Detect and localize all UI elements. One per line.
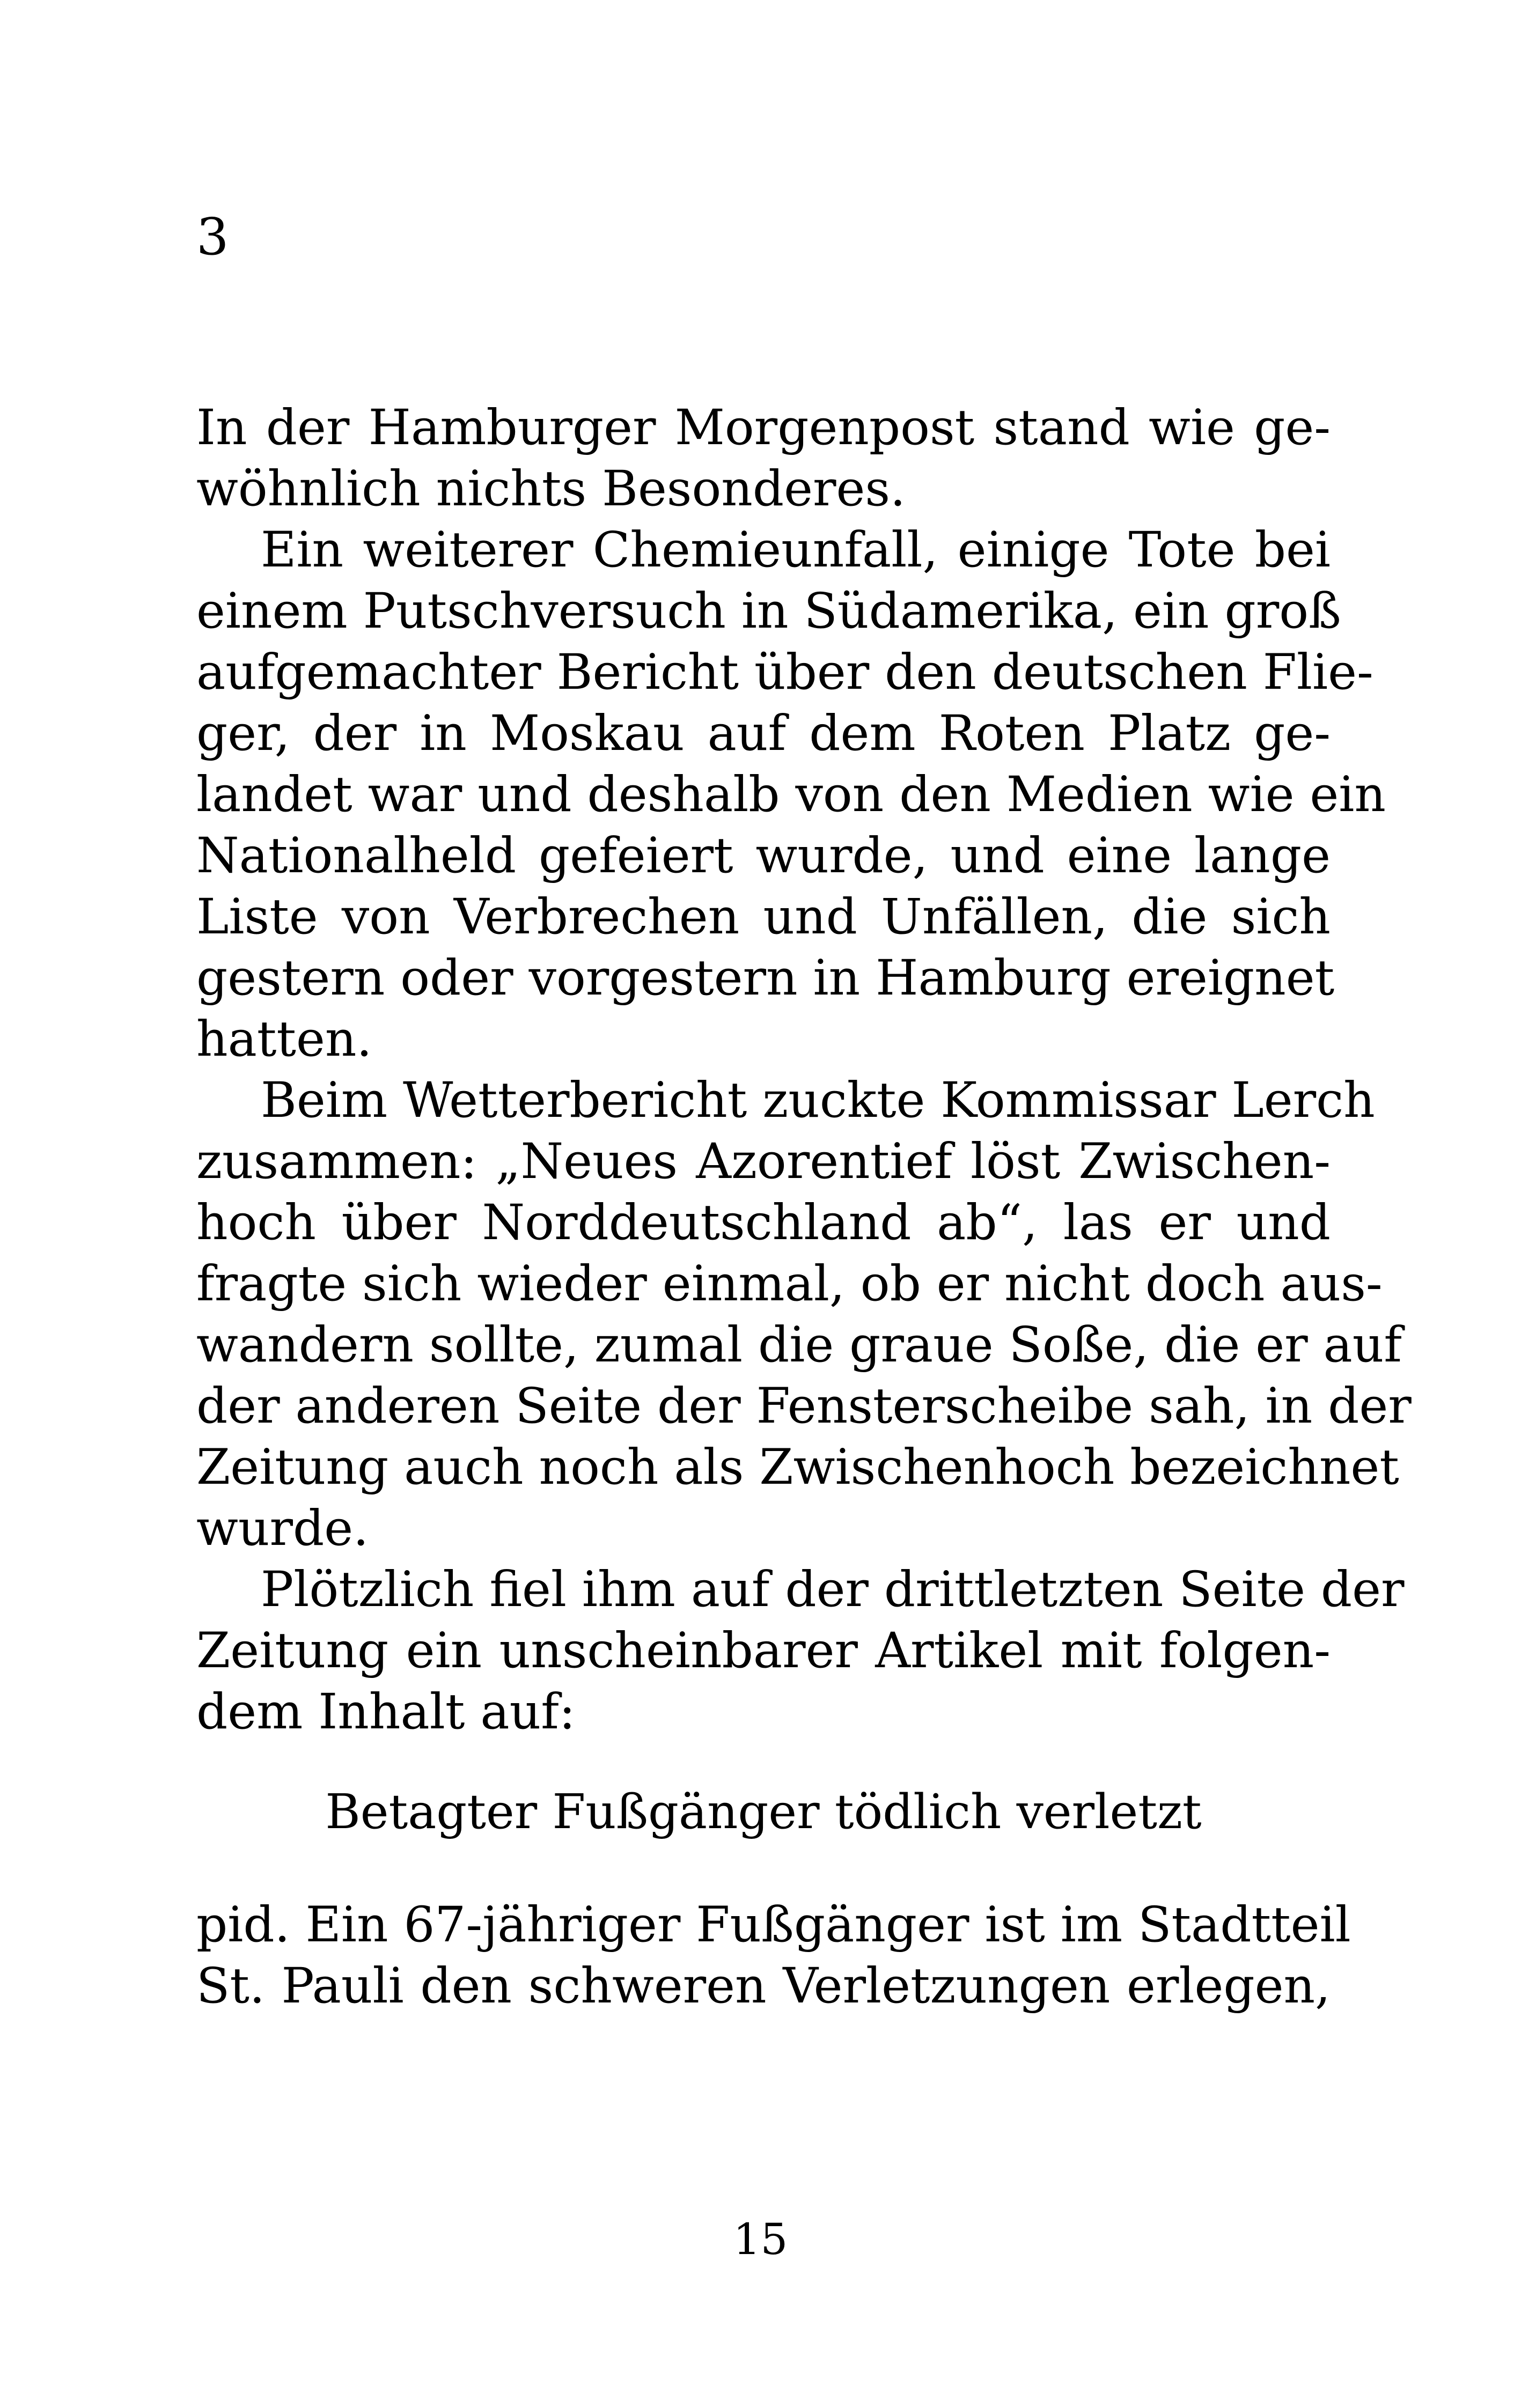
- text-line: Zeitung auch noch als Zwischenhoch bezeichnet: [196, 1439, 1399, 1496]
- text-line: pid. Ein 67-jähriger Fußgänger ist im Stadtteil: [196, 1897, 1351, 1953]
- text-line: wurde.: [196, 1500, 369, 1557]
- text-line: Zeitung ein unscheinbarer Artikel mit folgen-: [196, 1623, 1331, 1679]
- text-line: gestern oder vorgestern in Hamburg ereignet: [196, 950, 1335, 1006]
- text-line: Ein weiterer Chemieunfall, einige Tote bei: [261, 522, 1331, 578]
- text-line: Nationalheld gefeiert wurde, und eine lange: [196, 828, 1331, 884]
- chapter-number: 3: [196, 208, 229, 267]
- text-line: aufgemachter Bericht über den deutschen Flie-: [196, 644, 1373, 701]
- text-line: der anderen Seite der Fensterscheibe sah, in der: [196, 1378, 1412, 1434]
- text-line: landet war und deshalb von den Medien wie ein: [196, 767, 1386, 823]
- text-line: Plötzlich fiel ihm auf der drittletzten Seite der: [261, 1562, 1405, 1618]
- text-line: wöhnlich nichts Besonderes.: [196, 461, 906, 517]
- text-line: wandern sollte, zumal die graue Soße, die er auf: [196, 1317, 1402, 1373]
- text-line: fragte sich wieder einmal, ob er nicht doch aus-: [196, 1256, 1383, 1312]
- text-line: dem Inhalt auf:: [196, 1684, 576, 1740]
- text-line: hatten.: [196, 1011, 372, 1067]
- text-line: Beim Wetterbericht zuckte Kommissar Lerch: [261, 1072, 1375, 1129]
- text-line: ger, der in Moskau auf dem Roten Platz ge-: [196, 705, 1331, 762]
- text-line: Liste von Verbrechen und Unfällen, die sich: [196, 889, 1331, 945]
- text-line: zusammen: „Neues Azorentief löst Zwischen-: [196, 1133, 1331, 1190]
- text-line: einem Putschversuch in Südamerika, ein groß: [196, 583, 1341, 639]
- text-line: In der Hamburger Morgenpost stand wie ge-: [196, 400, 1331, 456]
- page-number: 15: [733, 2214, 788, 2264]
- text-line: hoch über Norddeutschland ab“, las er und: [196, 1195, 1331, 1251]
- text-line: St. Pauli den schweren Verletzungen erlegen,: [196, 1958, 1331, 2014]
- article-headline: Betagter Fußgänger tödlich verletzt: [325, 1784, 1202, 1839]
